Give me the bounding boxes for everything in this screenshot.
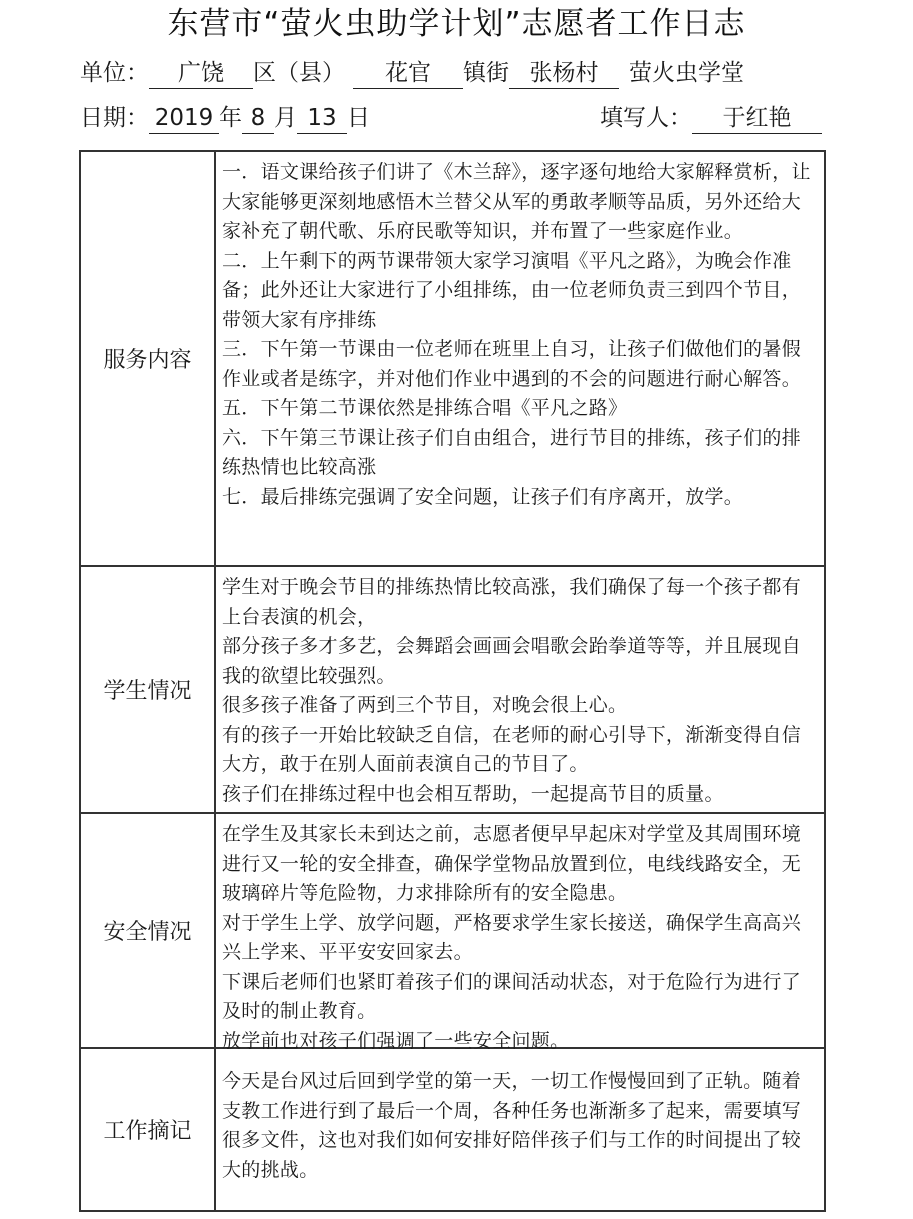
paragraph: 在学生及其家长未到达之前，志愿者便早早起床对学堂及其周围环境进行又一轮的安全排查，确保学堂物品放置到位，电线线路安全，无玻璃碎片等危险物，力求排除所有的安全隐患。	[222, 823, 802, 904]
paragraph: 今天是台风过后回到学堂的第一天，一切工作慢慢回到了正轨。随着支教工作进行到了最后一个周，各种任务也渐渐多了起来，需要填写很多文件，这也对我们如何安排好陪伴孩子们与工作的时间提出了较大的挑战。	[222, 1070, 802, 1181]
month-suffix: 月	[274, 105, 297, 131]
paragraph: 孩子们在排练过程中也会相互帮助，一起提高节目的质量。	[222, 782, 724, 805]
journal-table	[79, 150, 826, 1212]
unit-label: 单位：	[80, 60, 149, 86]
year-suffix: 年	[219, 105, 242, 131]
paragraph: 部分孩子多才多艺，会舞蹈会画画会唱歌会跆拳道等等，并且展现自我的欲望比较强烈。	[222, 635, 802, 687]
paragraph: 放学前也对孩子们强调了一些安全问题。	[222, 1029, 570, 1052]
district-field: 广饶	[149, 58, 253, 89]
table-row	[81, 152, 824, 565]
month-field: 8	[242, 103, 274, 134]
paragraph: 对于学生上学、放学问题，严格要求学生家长接送，确保学生高高兴兴上学来、平平安安回家去。	[222, 911, 802, 963]
date-label: 日期：	[80, 105, 149, 131]
unit-line	[80, 55, 744, 91]
paragraph: 有的孩子一开始比较缺乏自信，在老师的耐心引导下，渐渐变得自信大方，敢于在别人面前表演自己的节目了。	[222, 723, 802, 775]
row-content-safety	[216, 814, 824, 1052]
paragraph: 五．下午第二节课依然是排练合唱《平凡之路》	[222, 397, 628, 419]
row-content-service	[216, 152, 824, 565]
table-row	[81, 565, 824, 812]
day-suffix: 日	[347, 105, 370, 131]
year-field: 2019	[149, 103, 219, 134]
row-label-safety: 安全情况	[81, 814, 216, 1047]
writer-label: 填写人：	[600, 105, 692, 131]
paragraph: 学生对于晚会节目的排练热情比较高涨，我们确保了每一个孩子都有上台表演的机会，	[222, 576, 802, 628]
town-field: 花官	[353, 58, 463, 89]
town-suffix: 镇街	[463, 60, 509, 86]
paragraph: 三．下午第一节课由一位老师在班里上自习，让孩子们做他们的暑假作业或者是练字，并对他们作业中遇到的不会的问题进行耐心解答。	[222, 338, 802, 390]
row-content-students	[216, 567, 824, 812]
paragraph: 二．上午剩下的两节课带领大家学习演唱《平凡之路》，为晚会作准备；此外还让大家进行了小组排练，由一位老师负责三到四个节目，带领大家有序排练	[222, 249, 802, 331]
day-field: 13	[297, 103, 347, 134]
row-label-service: 服务内容	[81, 152, 216, 565]
row-content-notes	[216, 1049, 824, 1210]
paragraph: 下课后老师们也紧盯着孩子们的课间活动状态，对于危险行为进行了及时的制止教育。	[222, 970, 802, 1022]
writer-field: 于红艳	[692, 103, 822, 134]
paragraph: 七．最后排练完强调了安全问题，让孩子们有序离开，放学。	[222, 485, 744, 508]
paragraph: 六．下午第三节课让孩子们自由组合，进行节目的排练，孩子们的排练热情也比较高涨	[222, 426, 802, 478]
page-title: 东营市“萤火虫助学计划”志愿者工作日志	[167, 6, 746, 42]
table-row	[81, 1047, 824, 1210]
row-label-students: 学生情况	[81, 567, 216, 812]
village-field: 张杨村	[509, 58, 619, 89]
row-label-notes: 工作摘记	[81, 1049, 216, 1210]
date-line	[80, 100, 822, 136]
district-suffix: 区（县）	[253, 60, 345, 86]
school-name: 萤火虫学堂	[629, 60, 744, 86]
paragraph: 一．语文课给孩子们讲了《木兰辞》，逐字逐句地给大家解释赏析，让大家能够更深刻地感悟木兰替父从军的勇敢孝顺等品质，另外还给大家补充了朝代歌、乐府民歌等知识，并布置了一些家庭作业。	[222, 161, 811, 242]
paragraph: 很多孩子准备了两到三个节目，对晚会很上心。	[222, 694, 628, 716]
table-row	[81, 812, 824, 1052]
